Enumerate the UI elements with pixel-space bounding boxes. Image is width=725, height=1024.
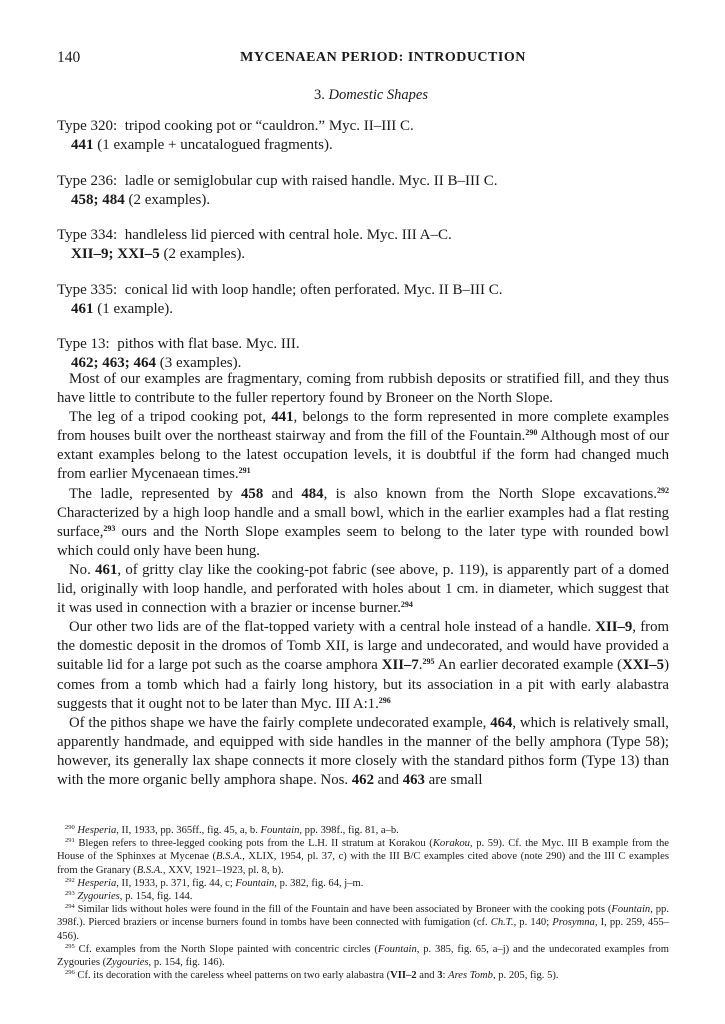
catalogue-numbers: 441	[71, 137, 94, 153]
page-header	[57, 49, 669, 71]
type-label: Type 334:	[57, 227, 118, 243]
type-label: Type 335:	[57, 281, 118, 298]
footnote-ref: 293	[103, 523, 116, 533]
paragraph: Most of our examples are fragmentary, coming from rubbish deposits or stratified fill, and they thus have little to contribute to the fuller repertory found by Broneer on the North Slope.	[57, 371, 669, 407]
catalogue-numbers: XII–9; XXI–5	[71, 246, 160, 262]
footnote-ref: 290	[525, 428, 538, 438]
paragraph: Our other two lids are of the flat-topped variety with a central hole instead of a handle. XII–9, from the domestic deposit in the dromos of Tomb XII, is large and undecorated, and would have provided a suitable lid for a large pot such as the coarse amphora XII–7.$^{295}$ An earlier decorated example (XXI–5) comes from a tomb which had a fairly long history, but its association in a pit with early alabastra suggests that it ought not to be later than Myc. III A:1.$^{296}$	[57, 619, 669, 712]
footnote-291: $^{291}$ Blegen refers to three-legged cooking pots from the L.H. II stratum at Korakou (Korakou, p. 59). Cf. the Myc. III B example from the House of the Sphinxes at Mycenae (B.S.A., XLIX, 1954, pl. 37, c) with the III B/C examples cited above (note 290) and the III C examples from the Granary (B.S.A., XXV, 1921–1923, pl. 8, b).	[57, 837, 669, 876]
type-description: handleless lid pierced with central hole. Myc. III A–C.	[124, 227, 452, 243]
example-count: (2 examples).	[128, 191, 211, 208]
example-count: (1 example + uncatalogued fragments).	[97, 137, 333, 153]
footnote-ref: 295	[422, 657, 435, 667]
type-description: conical lid with loop handle; often perforated. Myc. II B–III C.	[124, 281, 503, 298]
footnote-293: $^{293}$ Zygouries, p. 154, fig. 144.	[65, 890, 193, 903]
type-label: Type 236:	[57, 172, 118, 189]
example-count: (3 examples).	[159, 355, 242, 371]
type-entry	[57, 172, 669, 210]
type-entry	[57, 226, 669, 264]
type-entry	[57, 117, 669, 155]
footnote-295: $^{295}$ Cf. examples from the North Slope painted with concentric circles (Fountain, p. 385, fig. 65, a–j) and the undecorated examples from Zygouries (Zygouries, p. 154, fig. 146).	[57, 942, 669, 969]
type-description: pithos with flat base. Myc. III.	[117, 336, 300, 352]
type-list	[57, 117, 669, 390]
footnote-292: $^{292}$ Hesperia, II, 1933, p. 371, fig. 44, c; Fountain, p. 382, fig. 64, j–m.	[65, 876, 364, 889]
section-title: Domestic Shapes	[328, 87, 428, 103]
type-entry	[57, 335, 669, 373]
footnote-290: $^{290}$ Hesperia, II, 1933, pp. 365ff., fig. 45, a, b. Fountain, pp. 398f., fig. 81, a–b.	[65, 824, 399, 836]
catalogue-numbers: 462; 463; 464	[71, 355, 156, 371]
footnotes	[57, 824, 669, 982]
catalogue-numbers: 458; 484	[71, 191, 125, 208]
body-text	[57, 370, 669, 790]
paragraph: Of the pithos shape we have the fairly complete undecorated example, 464, which is relatively small, apparently handmade, and equipped with side handles in the manner of the belly amphora (Type 58); however, its generally lax shape connects it more closely with the standard pithos form (Type 13) than with the more organic belly amphora shape. Nos. 462 and 463 are small	[57, 714, 670, 788]
footnote-ref: 296	[378, 695, 391, 705]
footnote-ref: 292	[657, 485, 670, 495]
paragraph: The leg of a tripod cooking pot, 441, belongs to the form represented in more complete examples from houses built over the northeast stairway and from the fill of the Fountain.$^{290}$ Although most of our extant examples belong to the latest occupation levels, it is doubtful if the form had changed much from earlier Mycenaean times.$^{291}$	[57, 409, 669, 483]
type-description: tripod cooking pot or “cauldron.” Myc. II–III C.	[124, 118, 414, 134]
type-description: ladle or semiglobular cup with raised handle. Myc. II B–III C.	[124, 172, 498, 189]
running-title: MYCENAEAN PERIOD: INTRODUCTION	[240, 50, 526, 65]
paragraph: The ladle, represented by 458 and 484, is also known from the North Slope excavations.$^{292}$ Characterized by a high loop handle and a small bowl, which in the earlier examples had a flat resting surface,$^{293}$ ours and the North Slope examples seem to belong to the later type with rounded bowl which could only have been hung.	[57, 485, 670, 559]
footnote-ref: 291	[238, 466, 251, 476]
example-count: (1 example).	[97, 300, 174, 317]
footnote-296: $^{296}$ Cf. its decoration with the careless wheel patterns on two early alabastra (VII–2 and 3: Ares Tomb, p. 205, fig. 5).	[65, 969, 559, 982]
type-label: Type 320:	[57, 118, 118, 134]
type-entry	[57, 281, 669, 319]
footnote-ref: 294	[400, 600, 413, 610]
catalogue-numbers: 461	[71, 300, 94, 317]
section-heading	[57, 87, 669, 104]
example-count: (2 examples).	[163, 246, 246, 262]
page-number: 140	[57, 49, 81, 66]
paragraph: No. 461, of gritty clay like the cooking-pot fabric (see above, p. 119), is apparently part of a domed lid, originally with loop handle, and perforated with holes about 1 cm. in diameter, which suggest that it was used in connection with a brazier or incense burner.$^{294}$	[57, 561, 670, 617]
section-number: 3.	[314, 87, 325, 103]
footnote-294: $^{294}$ Similar lids without holes were found in the fill of the Fountain and have been associated by Broneer with the cooking pots (Fountain, pp. 398f.). Pierced braziers or incense burners found in tombs have been connected with fumigation (cf. Ch.T., p. 140; Prosymna, I, pp. 259, 455–456).	[57, 903, 670, 942]
type-label: Type 13:	[57, 336, 110, 352]
